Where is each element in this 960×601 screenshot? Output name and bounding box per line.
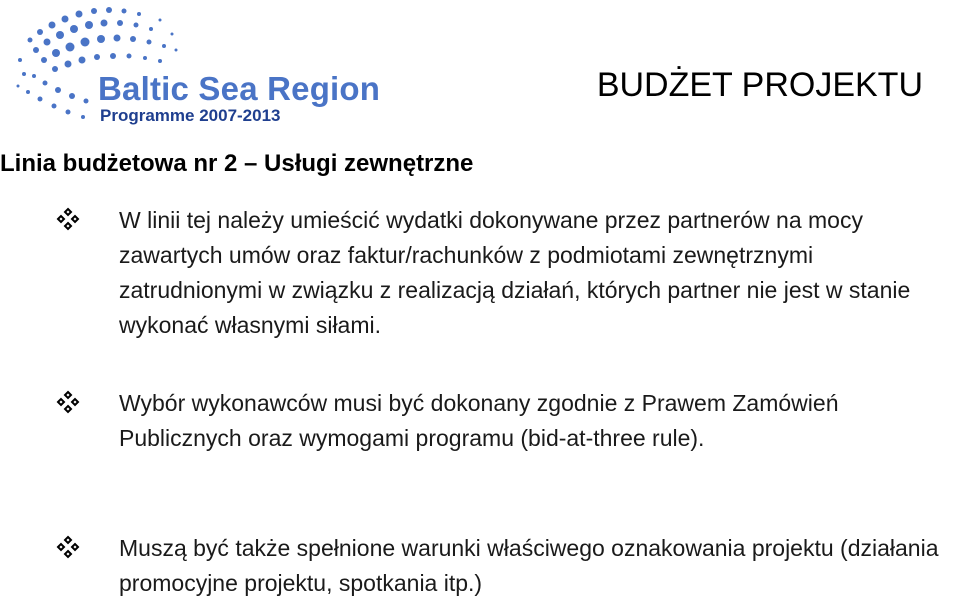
diamond-bullet-icon xyxy=(56,535,80,559)
bullet-text: Wybór wykonawców musi być dokonany zgodnie z Prawem Zamówień Publicznych oraz wymogami programu (bid-at-three rule). xyxy=(119,390,839,451)
bullet-text: Muszą być także spełnione warunki właściwego oznakowania projektu (działania promocyjne projektu, spotkania itp.) xyxy=(119,535,939,596)
bullet-text: W linii tej należy umieścić wydatki dokonywane przez partnerów na mocy zawartych umów oraz faktur/rachunków z podmiotami zewnętrznymi zatrudnionymi w związku z realizacją działań, których partner nie jest w stanie wykonać własnymi siłami. xyxy=(119,207,911,338)
slide-title: BUDŻET PROJEKTU xyxy=(596,66,923,104)
diamond-bullet-icon xyxy=(56,390,80,414)
logo-subtitle: Programme 2007-2013 xyxy=(100,106,281,125)
section-heading: Linia budżetowa nr 2 – Usługi zewnętrzne xyxy=(0,150,474,177)
logo-title: Baltic Sea Region xyxy=(98,70,381,107)
diamond-bullet-icon xyxy=(56,207,80,231)
